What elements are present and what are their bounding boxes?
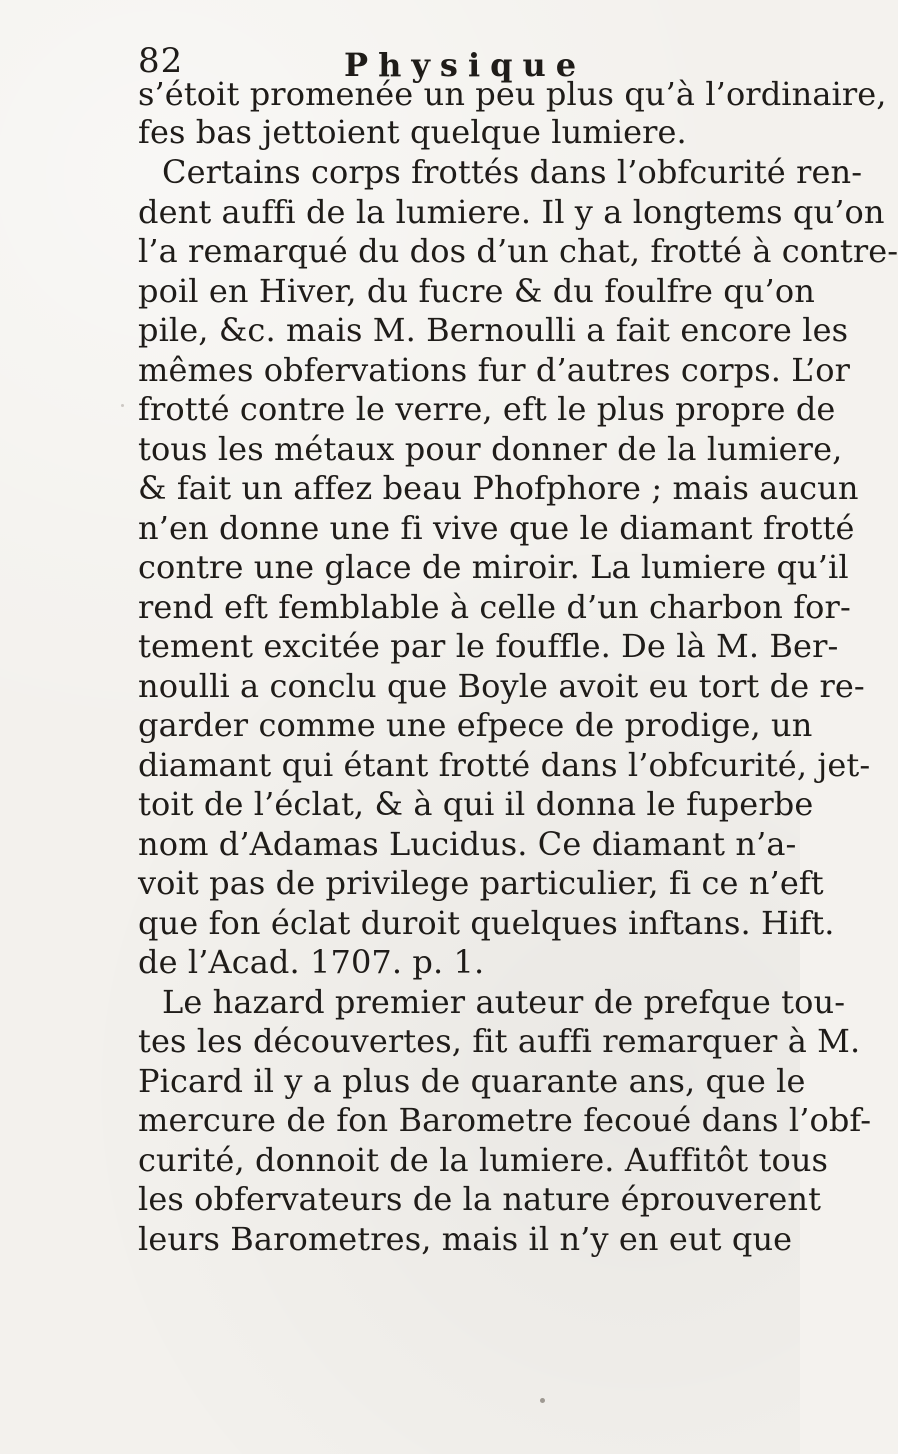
text-line: les obfervateurs de la nature éprouverent (138, 1180, 822, 1218)
text-line: toit de l’éclat, & à qui il donna le fuperbe (138, 785, 814, 823)
ink-speck (540, 1398, 545, 1403)
text-line: mêmes obfervations fur d’autres corps. L’or (138, 351, 851, 389)
text-line: n’en donne une fi vive que le diamant frotté (138, 509, 855, 547)
text-line: Le hazard premier auteur de prefque tou- (162, 983, 846, 1021)
text-line: pile, &c. mais M. Bernoulli a fait encore les (138, 311, 849, 349)
text-line: tous les métaux pour donner de la lumiere, (138, 430, 843, 468)
text-line: nom d’Adamas Lucidus. Ce diamant n’a- (138, 825, 797, 863)
text-line: mercure de fon Barometre fecoué dans l’obf- (138, 1101, 872, 1139)
text-line: tement excitée par le fouffle. De là M. Ber- (138, 627, 839, 665)
ink-speck (121, 404, 124, 407)
text-line: frotté contre le verre, eft le plus propre de (138, 390, 836, 428)
text-line: Certains corps frottés dans l’obfcurité ren- (162, 153, 863, 191)
text-line: garder comme une efpece de prodige, un (138, 706, 813, 744)
text-line: diamant qui étant frotté dans l’obfcurité, jet- (138, 746, 871, 784)
text-line: fes bas jettoient quelque lumiere. (138, 113, 687, 151)
text-line: rend eft femblable à celle d’un charbon for- (138, 588, 851, 626)
text-line: leurs Barometres, mais il n’y en eut que (138, 1220, 793, 1258)
text-line: Picard il y a plus de quarante ans, que le (138, 1062, 806, 1100)
text-line: dent auffi de la lumiere. Il y a longtems qu’on (138, 193, 885, 231)
text-line: voit pas de privilege particulier, fi ce n’eft (138, 864, 824, 902)
text-line: contre une glace de miroir. La lumiere qu’il (138, 548, 849, 586)
text-line: s’étoit promenée un peu plus qu’à l’ordinaire, (138, 75, 887, 113)
text-line: poil en Hiver, du fucre & du foulfre qu’on (138, 272, 815, 310)
page-number: 82 (138, 41, 184, 81)
text-line: tes les découvertes, fit auffi remarquer à M. (138, 1022, 861, 1060)
text-line: noulli a conclu que Boyle avoit eu tort de re- (138, 667, 865, 705)
text-line: curité, donnoit de la lumiere. Auffitôt tous (138, 1141, 829, 1179)
running-head: Physique (344, 46, 587, 84)
text-line: l’a remarqué du dos d’un chat, frotté à contre- (138, 232, 898, 270)
text-line: & fait un affez beau Phofphore ; mais aucun (138, 469, 859, 507)
text-line: de l’Acad. 1707. p. 1. (138, 943, 485, 981)
text-line: que fon éclat duroit quelques inftans. Hift. (138, 904, 835, 942)
